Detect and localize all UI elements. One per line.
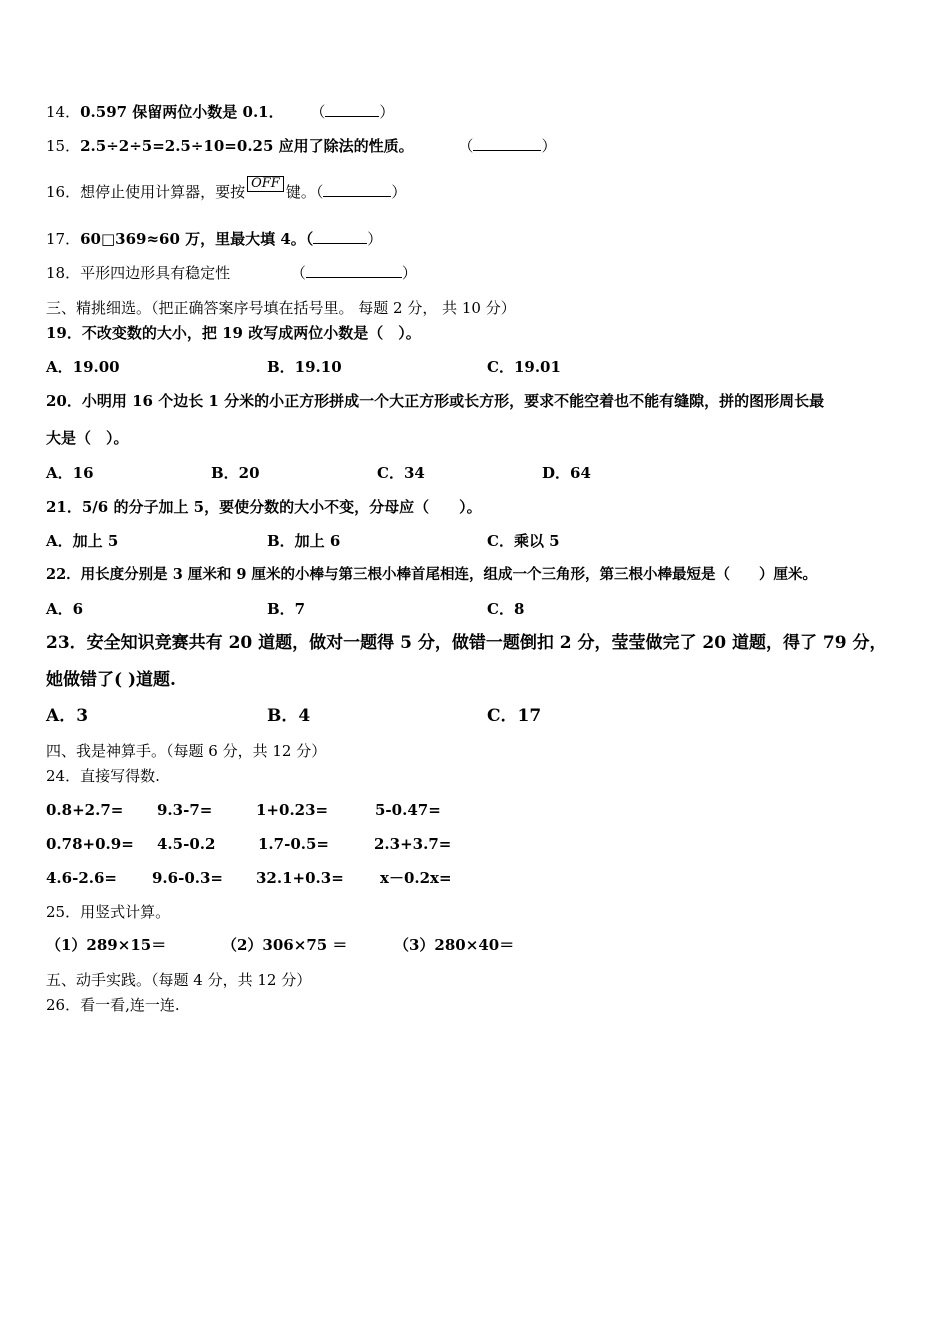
question-21-stem: 21．5/6 的分子加上 5，要使分数的大小不变，分母应（ ）。 — [46, 498, 482, 516]
calc-item: 0.8+2.7= — [46, 801, 124, 819]
question-16: 16．想停止使用计算器，要按 OFF 键。（ ） — [46, 176, 407, 201]
calc-item: 9.6-0.3= — [152, 869, 223, 887]
question-24-stem: 24．直接写得数. — [46, 767, 160, 785]
option-c[interactable]: C．19.01 — [487, 358, 561, 376]
question-text: 60□369≈60 万，里最大填 4。（ — [80, 230, 314, 248]
calc-item: 4.6-2.6= — [46, 869, 117, 887]
calc-item: 9.3-7= — [157, 801, 213, 819]
answer-blank[interactable] — [473, 136, 541, 151]
question-25-stem: 25．用竖式计算。 — [46, 903, 171, 921]
calc-item: 5-0.47= — [375, 801, 441, 819]
question-number: 14． — [46, 103, 81, 121]
vertical-calc-item: （2）306×75 ＝ — [222, 936, 348, 954]
question-22-stem: 22．用长度分别是 3 厘米和 9 厘米的小棒与第三根小棒首尾相连，组成一个三角形，第三根小棒最短是（ ）厘米。 — [46, 566, 818, 583]
question-26-stem: 26．看一看,连一连. — [46, 996, 180, 1014]
section-heading-3: 三、精挑细选。（把正确答案序号填在括号里。 每题 2 分， 共 10 分） — [46, 299, 516, 317]
option-b[interactable]: B．19.10 — [267, 358, 342, 376]
answer-blank[interactable] — [325, 102, 379, 117]
vertical-calc-item: （1）289×15＝ — [46, 936, 167, 954]
question-18: 18．平形四边形具有稳定性 （ ） — [46, 264, 417, 282]
question-14: 14．0.597 保留两位小数是 0.1． （ ） — [46, 103, 395, 121]
calc-item: 1+0.23= — [256, 801, 329, 819]
question-23-stem-cont: 她做错了( )道题. — [46, 670, 176, 690]
off-key-icon: OFF — [247, 176, 284, 192]
section-heading-4: 四、我是神算手。（每题 6 分，共 12 分） — [46, 742, 327, 760]
calc-item: 32.1+0.3= — [256, 869, 344, 887]
calc-item: 1.7-0.5= — [258, 835, 329, 853]
option-c[interactable]: C．34 — [377, 464, 425, 482]
option-b[interactable]: B．20 — [211, 464, 260, 482]
question-20-stem-cont: 大是（ ）。 — [46, 429, 129, 447]
calc-item: 0.78+0.9= — [46, 835, 134, 853]
calc-item: 4.5-0.2 — [157, 835, 216, 853]
answer-blank[interactable] — [313, 229, 367, 244]
calc-item: x－0.2x= — [380, 869, 452, 887]
option-a[interactable]: A．19.00 — [46, 358, 120, 376]
question-20-stem: 20．小明用 16 个边长 1 分米的小正方形拼成一个大正方形或长方形，要求不能空着也不能有缝隙，拼的图形周长最 — [46, 392, 825, 410]
question-17: 17．60□369≈60 万，里最大填 4。（ ） — [46, 230, 383, 248]
answer-blank[interactable] — [323, 182, 391, 197]
option-a[interactable]: A．16 — [46, 464, 94, 482]
answer-blank[interactable] — [306, 263, 402, 278]
option-a[interactable]: A．6 — [46, 600, 84, 618]
question-text: 0.597 保留两位小数是 0.1． — [80, 103, 284, 121]
vertical-calc-item: （3）280×40＝ — [394, 936, 515, 954]
option-c[interactable]: C．乘以 5 — [487, 532, 560, 550]
question-19-stem: 19．不改变数的大小，把 19 改写成两位小数是（ ）。 — [46, 324, 421, 342]
question-text: 2.5÷2÷5=2.5÷10=0.25 应用了除法的性质。 — [80, 137, 414, 155]
option-c[interactable]: C．8 — [487, 600, 525, 618]
option-b[interactable]: B．7 — [267, 600, 306, 618]
option-a[interactable]: A．加上 5 — [46, 532, 119, 550]
option-b[interactable]: B．4 — [267, 706, 311, 726]
question-23-stem: 23．安全知识竞赛共有 20 道题，做对一题得 5 分，做错一题倒扣 2 分，莹莹做完了 20 道题，得了 79 分， — [46, 633, 887, 653]
option-a[interactable]: A．3 — [46, 706, 89, 726]
calc-item: 2.3+3.7= — [374, 835, 452, 853]
option-b[interactable]: B．加上 6 — [267, 532, 341, 550]
option-d[interactable]: D．64 — [542, 464, 591, 482]
option-c[interactable]: C．17 — [487, 706, 542, 726]
section-heading-5: 五、动手实践。（每题 4 分，共 12 分） — [46, 971, 312, 989]
question-text: 平形四边形具有稳定性 — [80, 264, 231, 282]
question-15: 15．2.5÷2÷5=2.5÷10=0.25 应用了除法的性质。 （ ） — [46, 137, 557, 155]
